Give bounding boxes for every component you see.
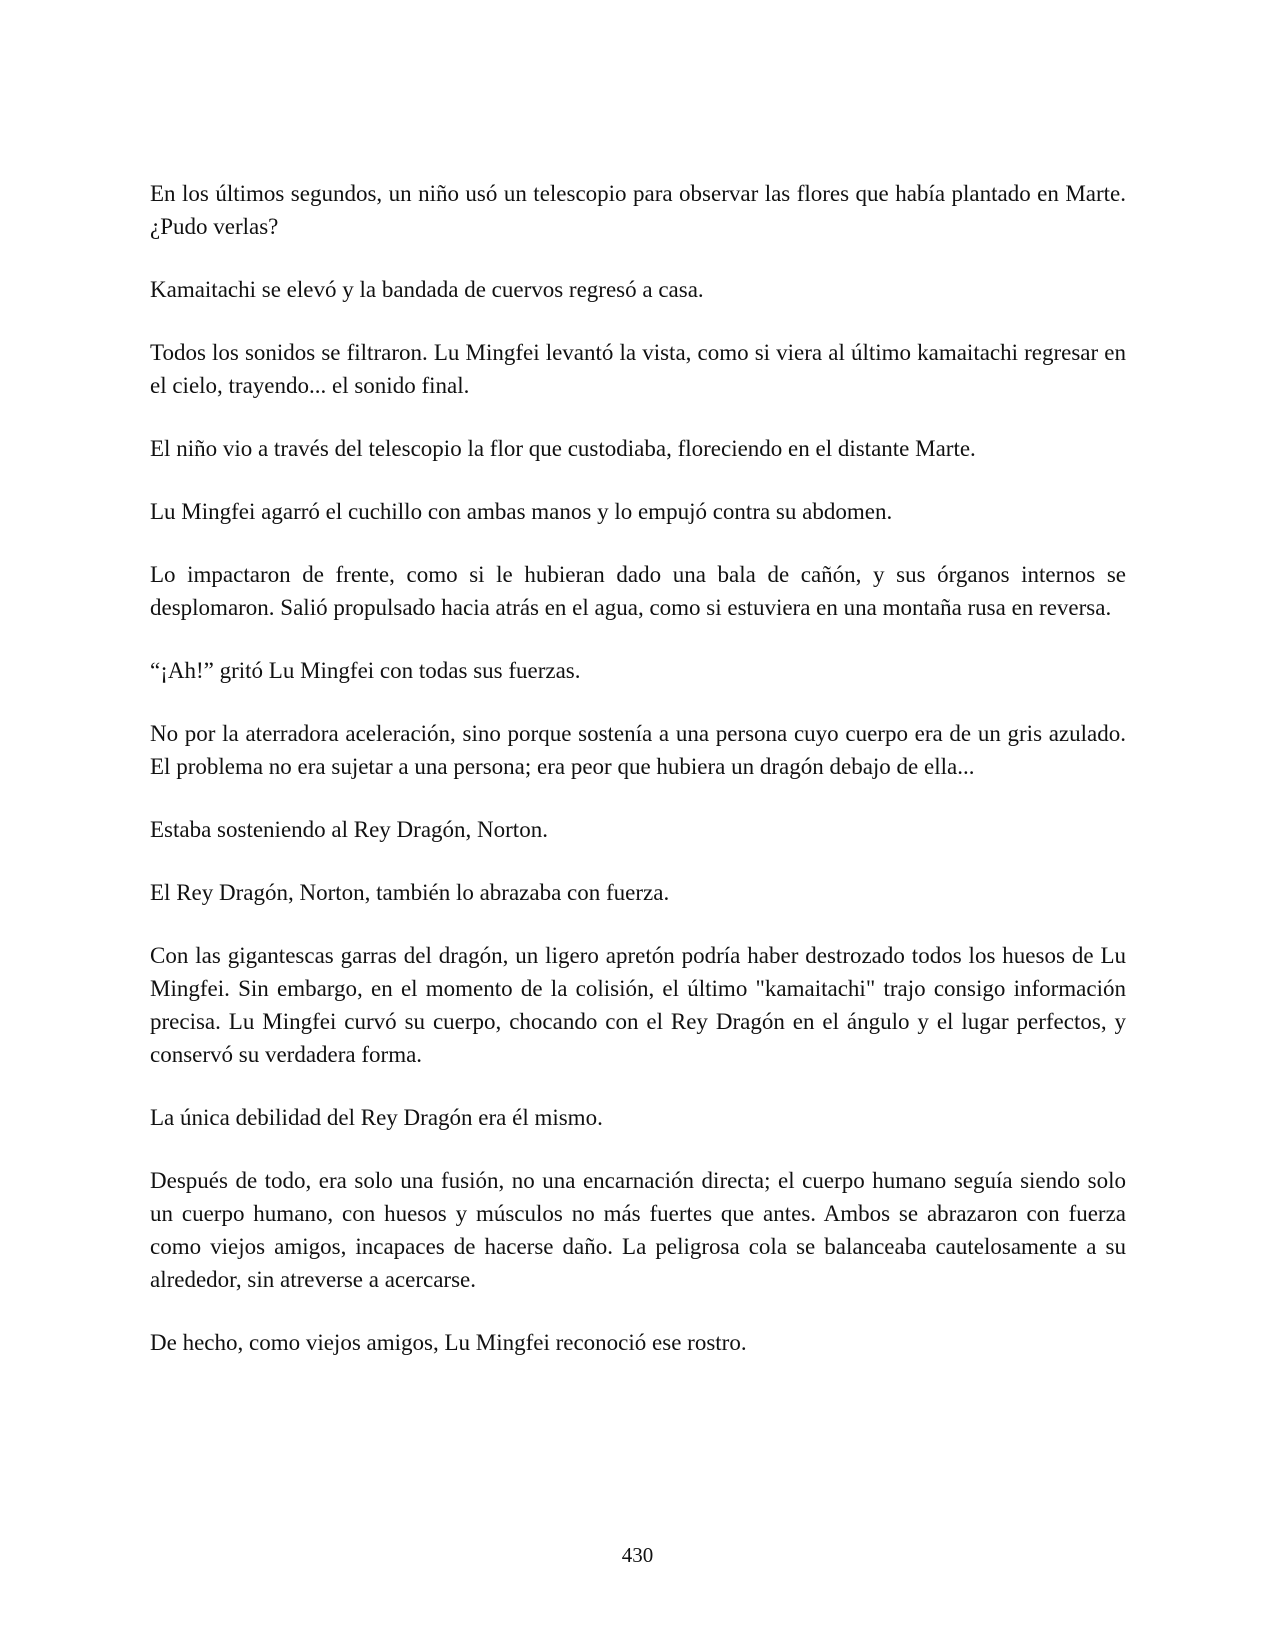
body-text (150, 177, 1126, 1389)
paragraph: Después de todo, era solo una fusión, no una encarnación directa; el cuerpo humano seguía siendo solo un cuerpo humano, con huesos y músculos no más fuertes que antes. Ambos se abrazaron con fuerza como viejos amigos, incapaces de hacerse daño. La peligrosa cola se balanceaba cautelosamente a su alrededor, sin atreverse a acercarse. (150, 1168, 1126, 1292)
paragraph: Todos los sonidos se filtraron. Lu Mingfei levantó la vista, como si viera al último kamaitachi regresar en el cielo, trayendo... el sonido final. (150, 340, 1126, 398)
paragraph: Lu Mingfei agarró el cuchillo con ambas manos y lo empujó contra su abdomen. (150, 499, 893, 524)
paragraph: El Rey Dragón, Norton, también lo abrazaba con fuerza. (150, 880, 670, 905)
paragraph: Kamaitachi se elevó y la bandada de cuervos regresó a casa. (150, 277, 704, 302)
paragraph: Lo impactaron de frente, como si le hubieran dado una bala de cañón, y sus órganos internos se desplomaron. Salió propulsado hacia atrás en el agua, como si estuviera en una montaña rusa en reversa. (150, 562, 1126, 620)
paragraph: La única debilidad del Rey Dragón era él mismo. (150, 1105, 603, 1130)
paragraph: En los últimos segundos, un niño usó un telescopio para observar las flores que había plantado en Marte. ¿Pudo verlas? (150, 181, 1126, 239)
paragraph: De hecho, como viejos amigos, Lu Mingfei reconoció ese rostro. (150, 1330, 747, 1355)
paragraph: El niño vio a través del telescopio la flor que custodiaba, floreciendo en el distante Marte. (150, 436, 976, 461)
paragraph: “¡Ah!” gritó Lu Mingfei con todas sus fuerzas. (150, 658, 581, 683)
paragraph: Con las gigantescas garras del dragón, un ligero apretón podría haber destrozado todos los huesos de Lu Mingfei. Sin embargo, en el momento de la colisión, el último "kamaitachi" trajo consigo información precisa. Lu Mingfei curvó su cuerpo, chocando con el Rey Dragón en el ángulo y el lugar perfectos, y conservó su verdadera forma. (150, 943, 1126, 1067)
paragraph: Estaba sosteniendo al Rey Dragón, Norton. (150, 817, 548, 842)
page-number: 430 (621, 1543, 654, 1567)
paragraph: No por la aterradora aceleración, sino porque sostenía a una persona cuyo cuerpo era de un gris azulado. El problema no era sujetar a una persona; era peor que hubiera un dragón debajo de ella... (150, 721, 1126, 779)
